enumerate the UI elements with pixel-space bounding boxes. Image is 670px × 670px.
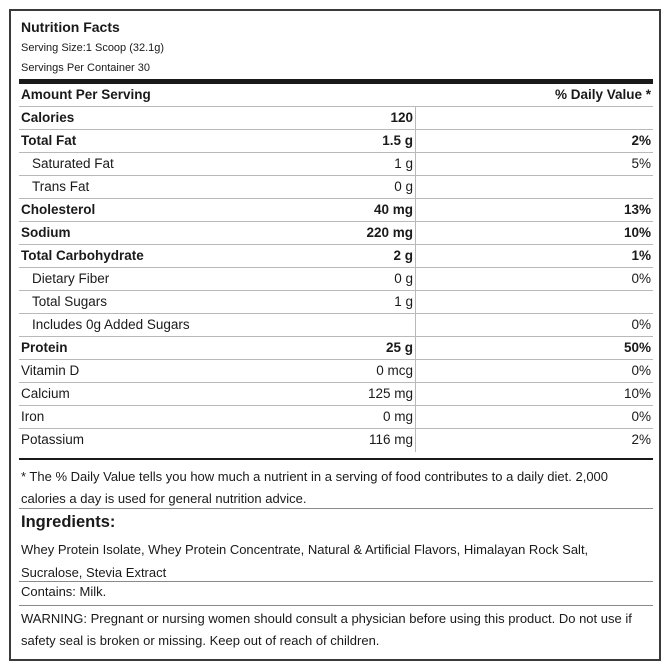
serving-size: Serving Size:1 Scoop (32.1g) xyxy=(21,42,165,54)
table-row: Vitamin D 0 mcg 0% xyxy=(19,360,653,383)
footnote-divider xyxy=(19,458,653,460)
table-row: Includes 0g Added Sugars 0% xyxy=(19,314,653,337)
table-header-row xyxy=(19,84,653,107)
table-row: Protein 25 g 50% xyxy=(19,337,653,360)
nutrition-title: Nutrition Facts xyxy=(21,19,120,35)
warning-divider xyxy=(19,605,653,606)
allergen-contains: Contains: Milk. xyxy=(21,584,107,599)
table-row: Total Carbohydrate 2 g 1% xyxy=(19,245,653,268)
table-row: Calories 120 xyxy=(19,107,653,130)
table-row: Cholesterol 40 mg 13% xyxy=(19,199,653,222)
servings-per-container: Servings Per Container 30 xyxy=(21,62,151,74)
ingredients-list: Whey Protein Isolate, Whey Protein Concentrate, Natural & Artificial Flavors, Himalayan Rock Salt, Sucralose, Stevia Extract xyxy=(21,542,589,580)
amount-per-serving-header: Amount Per Serving xyxy=(21,87,151,102)
table-row: Total Fat 1.5 g 2% xyxy=(19,130,653,153)
table-row: Sodium 220 mg 10% xyxy=(19,222,653,245)
table-row: Iron 0 mg 0% xyxy=(19,406,653,429)
daily-value-header: % Daily Value * xyxy=(554,87,651,102)
ingredients-divider xyxy=(19,508,653,509)
table-row: Total Sugars 1 g xyxy=(19,291,653,314)
contains-divider xyxy=(19,581,653,582)
table-row: Calcium 125 mg 10% xyxy=(19,383,653,406)
daily-value-footnote: * The % Daily Value tells you how much a nutrient in a serving of food contributes to a daily diet. 2,000 calories a day is used for general nutrition advice. xyxy=(21,469,609,506)
ingredients-heading: Ingredients: xyxy=(21,513,116,531)
warning-text: WARNING: Pregnant or nursing women should consult a physician before using this product. Do not use if safety seal is broken or missing. Keep out of reach of children. xyxy=(21,611,632,648)
nutrition-facts-panel xyxy=(9,9,661,661)
table-row: Saturated Fat 1 g 5% xyxy=(19,153,653,176)
table-row: Trans Fat 0 g xyxy=(19,176,653,199)
table-row: Dietary Fiber 0 g 0% xyxy=(19,268,653,291)
table-row: Potassium 116 mg 2% xyxy=(19,429,653,452)
